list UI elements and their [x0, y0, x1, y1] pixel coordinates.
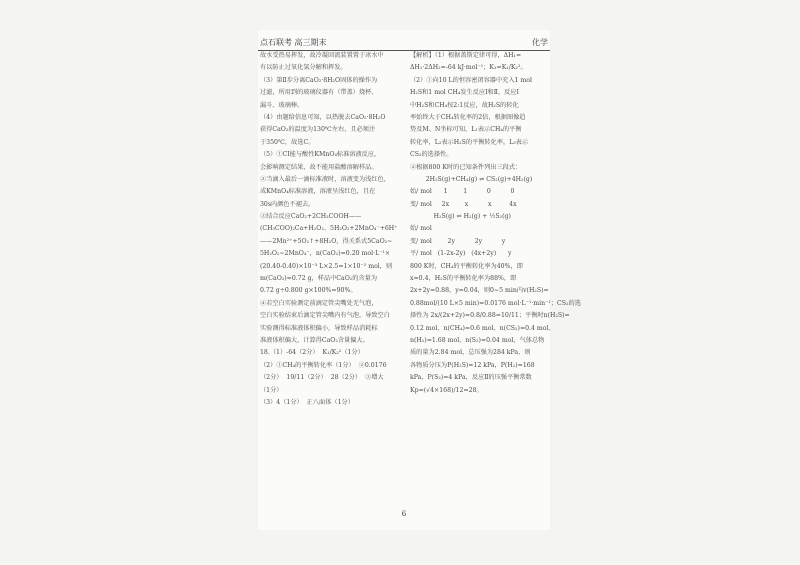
text-line: kPa，P(S₂)=4 kPa，反应Ⅱ的压强平衡常数: [410, 374, 532, 382]
text-line: 过滤，所用到的玻璃仪器有（带盖）烧杯、: [260, 89, 378, 97]
text-line: （3）4（1分） 正八面体（1分）: [260, 398, 354, 406]
text-line: 5H₂O₂~2MnO₄⁻，n(CaO₂)=0.20 mol·L⁻¹×: [260, 250, 391, 258]
text-line: （2）①CH₄的平衡转化率（1分） ②0.0176: [260, 361, 387, 369]
text-line: （1分）: [260, 386, 283, 394]
text-line: 率始终大于CH₄转化率的2倍，根据图像趋: [410, 113, 526, 121]
text-line: n(H₂)=1.68 mol、n(S₂)=0.04 mol，气体总物: [410, 336, 545, 344]
text-line: （5）①CI能与酸性KMnO₄标准溶液反应，: [260, 151, 381, 159]
text-line: 0.88mol/(10 L×5 min)=0.0176 mol·L⁻¹·min⁻¹；CS₂的选: [410, 299, 581, 307]
text-line: （2分） 19/11（2分） 28（2分） ③增大: [260, 374, 384, 382]
text-line: H₂S和1 mol CH₄发生反应Ⅰ和Ⅱ，反应Ⅰ: [410, 89, 519, 97]
text-line: 会影响测定结果，故不能用盐酸溶解样品。: [260, 163, 378, 171]
text-line: 势及M、N坐标可知，L₁表示CH₄的平衡: [410, 126, 522, 134]
text-line: ②根据800 K时的已知条件列出三段式：: [410, 163, 522, 171]
text-line: 18.（1）-64（2分） K₁/K₂²（1分）: [260, 349, 364, 357]
text-line: 始/ mol 1 1 0 0: [410, 188, 515, 196]
header-right: 化学: [532, 38, 548, 47]
text-line: (20.40-0.40)×10⁻³ L×2.5=1×10⁻² mol，则: [260, 262, 393, 270]
text-line: ΔH₁·2ΔH₂=-64 kJ·mol⁻¹；K₃=K₁/K₂²。: [410, 64, 527, 72]
text-line: 0.12 mol、n(CH₄)=0.6 mol、n(CS₂)=0.4 mol、: [410, 324, 555, 332]
text-line: 2x+2y=0.88，y=0.04，则0~5 min内v(H₂S)=: [410, 287, 549, 295]
text-line: 择性为 2x/(2x+2y)=0.8/0.88=10/11；平衡时n(H₂S)=: [410, 312, 570, 320]
text-line: （2）①向10 L的恒容密闭容器中充入1 mol: [410, 76, 532, 84]
text-line: 【解析】（1）根据盖斯定律可得，ΔH₁=: [410, 52, 522, 59]
text-line: 始/ mol: [410, 225, 432, 233]
text-line: 于350℃，故选C。: [260, 138, 315, 146]
text-line: 中H₂S和CH₄按2:1反应，故H₂S的转化: [410, 101, 519, 109]
header-left: 点石联考 高三期末: [260, 38, 327, 47]
text-line: （3）第Ⅱ步分离CaO₂·8H₂O固体的操作为: [260, 76, 378, 84]
page-number: 6: [401, 510, 407, 518]
text-line: 变/ mol 2x x x 4x: [410, 200, 517, 208]
text-line: CS₂的选择性。: [410, 151, 453, 159]
text-line: 变/ mol 2y 2y y: [410, 237, 506, 245]
text-line: 空白实验结束后滴定管尖嘴内有气泡，导致空白: [260, 312, 390, 320]
left-column: [260, 50, 398, 409]
document-page: [258, 30, 581, 530]
text-line: ④若空白实验测定前滴定管尖嘴处无气泡，: [260, 299, 378, 307]
text-line: ②当滴入最后一滴标准液时，溶液变为浅红色，: [260, 175, 390, 183]
text-line: 转化率，L₂表示H₂S的平衡转化率，L₃表示: [410, 138, 529, 146]
text-line: x=0.4，H₂S的平衡转化率为88%，即: [410, 275, 517, 283]
text-line: 有以防止过氧化氢分解和挥发。: [260, 64, 347, 72]
text-line: 各物质分压为P(H₂S)=12 kPa，P(H₂)=168: [410, 361, 535, 369]
text-line: 故水受热易挥发，故冷凝回流装置置于冰水中: [260, 52, 384, 59]
text-line: 成KMnO₄标准溶液，溶液呈浅红色，且在: [260, 188, 376, 196]
text-line: （4）由题给信息可知，以热脱去CaO₂·8H₂O: [260, 113, 386, 121]
text-line: ③结合反应CaO₂+2CH₃COOH——: [260, 213, 362, 221]
text-line: 30s内颜色不褪去。: [260, 200, 315, 208]
text-line: 准液体积偏大，计算得CaO₂含量偏大。: [260, 336, 369, 344]
page-header: [258, 36, 550, 51]
text-line: 2H₂S(g)+CH₄(g) ⇌ CS₂(g)+4H₂(g): [410, 175, 533, 183]
text-line: 漏斗、玻璃棒。: [260, 101, 304, 109]
text-line: H₂S(g) ⇌ H₂(g) + ½S₂(g): [410, 213, 511, 221]
text-line: 质的量为2.84 mol，总压强为284 kPa，则: [410, 349, 531, 357]
right-column: [410, 50, 581, 397]
text-line: ——2Mn²⁺+5O₂↑+8H₂O，得关系式5CaO₂~: [260, 237, 393, 245]
text-line: 获得CaO₂的温度为130℃左右，且必须注: [260, 126, 376, 134]
text-line: m(CaO₂)=0.72 g，样品中CaO₂的含量为: [260, 275, 378, 283]
text-line: 平/ mol (1-2x-2y) (4x+2y) y: [410, 250, 512, 258]
text-line: 800 K时，CH₄的平衡转化率为40%，即: [410, 262, 523, 270]
text-line: 实验测得标准液体积偏小，导致样品消耗标: [260, 324, 378, 332]
text-line: 0.72 g÷0.800 g×100%=90%。: [260, 287, 357, 295]
text-line: (CH₃COO)₂Ca+H₂O₂、5H₂O₂+2MnO₄⁻+6H⁺: [260, 225, 398, 233]
text-line: Kp=(√4×168)/12=28。: [410, 386, 483, 394]
